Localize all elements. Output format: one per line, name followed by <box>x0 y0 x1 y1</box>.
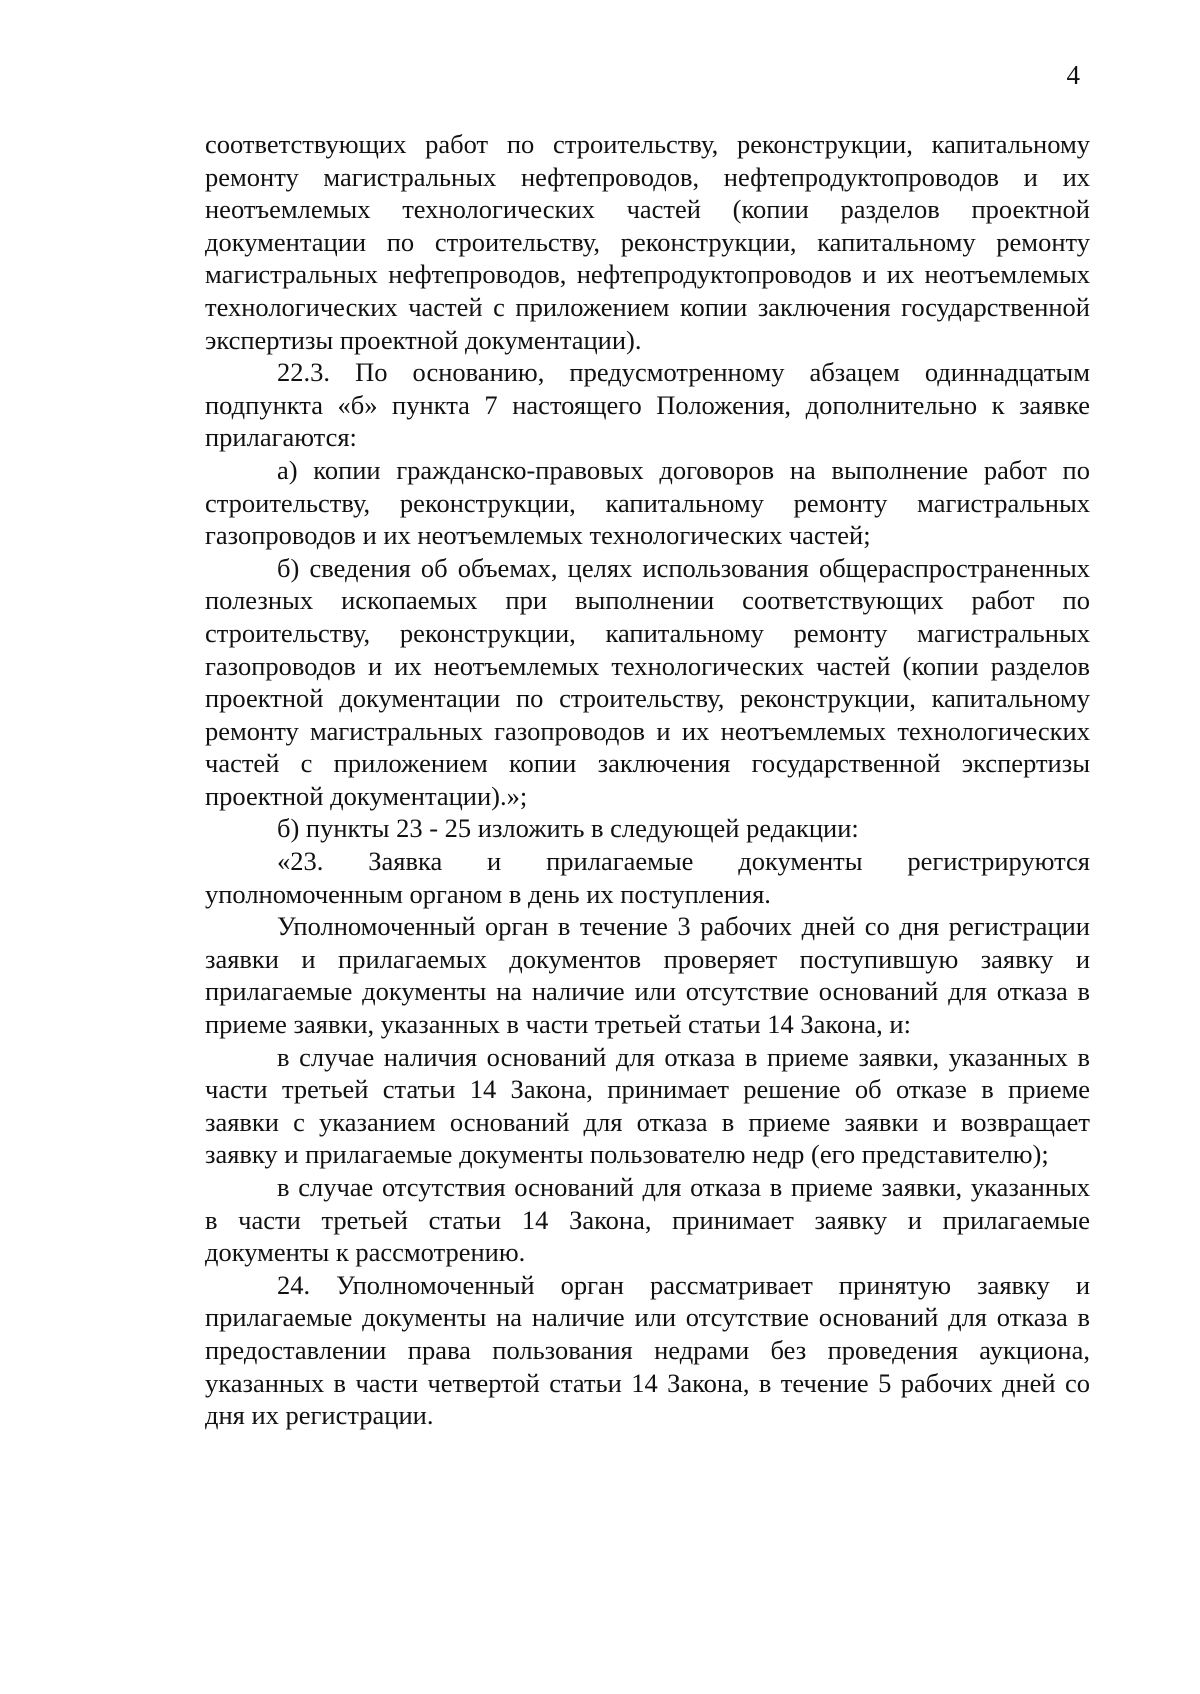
paragraph-22-3: 22.3. По основанию, предусмотренному абзацем одиннадцатым подпункта «б» пункта 7 настоящего Положения, дополнительно к заявке прилагаются: <box>205 357 1090 453</box>
paragraph-continuation: соответствующих работ по строительству, реконструкции, капитальному ремонту магистральных нефтепроводов, нефтепродуктопроводов и их неотъемлемых технологических частей (копии разделов проектной документации по строительству, реконструкции, капитальному ремонту магистральных нефтепроводов, нефтепродуктопроводов и их неотъемлемых технологических частей с приложением копии заключения государственной экспертизы проектной документации). <box>205 129 1090 355</box>
document-body <box>205 128 1090 1432</box>
paragraph-amendment-b: б) пункты 23 - 25 изложить в следующей редакции: <box>277 813 859 844</box>
page-number: 4 <box>1066 60 1080 90</box>
paragraph-23: «23. Заявка и прилагаемые документы регистрируются уполномоченным органом в день их поступления. <box>205 846 1090 909</box>
paragraph-23-check: Уполномоченный орган в течение 3 рабочих дней со дня регистрации заявки и прилагаемых документов проверяет поступившую заявку и прилагаемые документы на наличие или отсутствие оснований для отказа в приеме заявки, указанных в части третьей статьи 14 Закона, и: <box>205 911 1090 1040</box>
paragraph-23-acceptance: в случае отсутствия оснований для отказа в приеме заявки, указанных в части третьей статьи 14 Закона, принимает заявку и прилагаемые документы к рассмотрению. <box>205 1172 1090 1268</box>
paragraph-22-3-a: а) копии гражданско-правовых договоров на выполнение работ по строительству, реконструкции, капитальному ремонту магистральных газопроводов и их неотъемлемых технологических частей; <box>205 454 1090 551</box>
paragraph-24: 24. Уполномоченный орган рассматривает принятую заявку и прилагаемые документы на наличие или отсутствие оснований для отказа в предоставлении права пользования недрами без проведения аукциона, указанных в части четвертой статьи 14 Закона, в течение 5 рабочих дней со дня их регистрации. <box>205 1269 1090 1431</box>
paragraph-23-refusal: в случае наличия оснований для отказа в приеме заявки, указанных в части третьей статьи 14 Закона, принимает решение об отказе в приеме заявки с указанием оснований для отказа в приеме заявки и возвращает заявку и прилагаемые документы пользователю недр (его представителю); <box>205 1041 1090 1170</box>
paragraph-22-3-b: б) сведения об объемах, целях использования общераспространенных полезных ископаемых при выполнении соответствующих работ по строительству, реконструкции, капитальному ремонту магистральных газопроводов и их неотъемлемых технологических частей (копии разделов проектной документации по строительству, реконструкции, капитальному ремонту магистральных газопроводов и их неотъемлемых технологических частей с приложением копии заключения государственной экспертизы проектной документации).»; <box>205 552 1090 811</box>
